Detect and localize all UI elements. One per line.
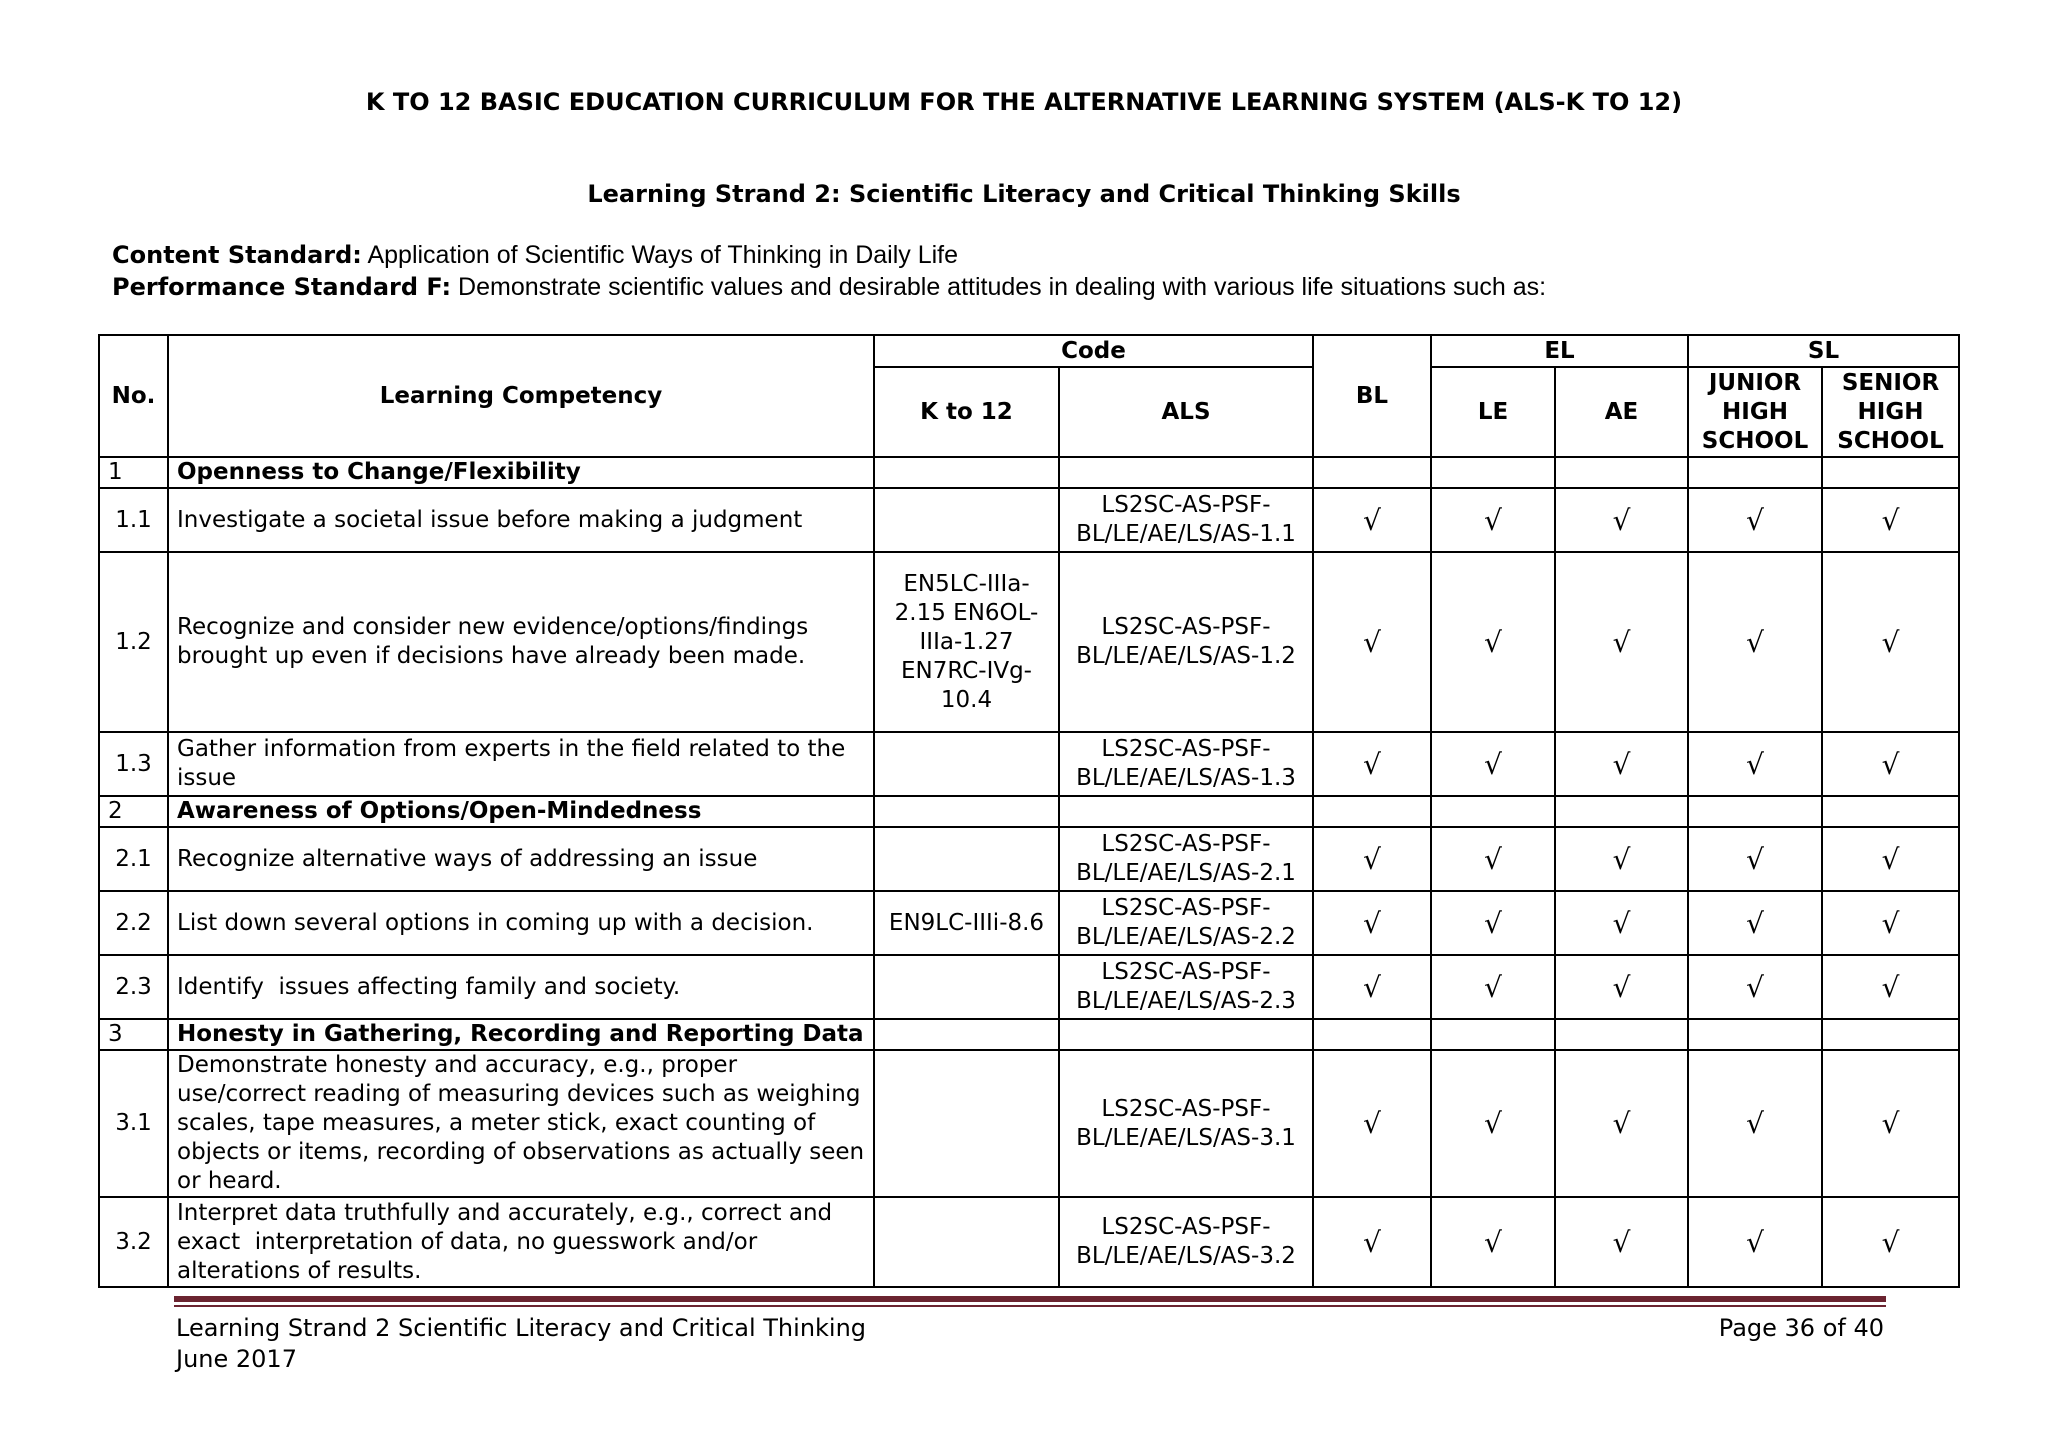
- check-bl: √: [1313, 955, 1431, 1019]
- check-ae: √: [1555, 732, 1688, 796]
- performance-standard-label: Performance Standard F:: [112, 273, 452, 301]
- check-le: √: [1431, 488, 1555, 552]
- section-row: [99, 1019, 1959, 1050]
- row-no: 3.2: [99, 1197, 168, 1287]
- check-ae: √: [1555, 1197, 1688, 1287]
- header-code: Code: [874, 335, 1313, 367]
- header-k12: K to 12: [874, 367, 1059, 457]
- row-no: 2.3: [99, 955, 168, 1019]
- check-shs: √: [1822, 488, 1959, 552]
- header-le: LE: [1431, 367, 1555, 457]
- check-le: √: [1431, 827, 1555, 891]
- check-shs: √: [1822, 732, 1959, 796]
- footer-divider-thin: [174, 1305, 1886, 1307]
- row-k12-code: [874, 1050, 1059, 1197]
- row-als-code: LS2SC-AS-PSF-BL/LE/AE/LS/AS-3.2: [1059, 1197, 1313, 1287]
- check-jhs: √: [1688, 732, 1822, 796]
- check-jhs: √: [1688, 552, 1822, 732]
- header-shs: SENIOR HIGH SCHOOL: [1822, 367, 1959, 457]
- row-competency: Gather information from experts in the field related to the issue: [168, 732, 874, 796]
- check-ae: √: [1555, 552, 1688, 732]
- table-row: [99, 732, 1959, 796]
- footer-info: [176, 1313, 866, 1375]
- check-shs: √: [1822, 955, 1959, 1019]
- check-shs: √: [1822, 1197, 1959, 1287]
- check-jhs: √: [1688, 1050, 1822, 1197]
- row-no: 2.1: [99, 827, 168, 891]
- footer-date: June 2017: [176, 1345, 297, 1373]
- row-competency: Demonstrate honesty and accuracy, e.g., proper use/correct reading of measuring devices such as weighing scales, tape measures, a meter stick, exact counting of objects or items, recording of observations as actually seen or heard.: [168, 1050, 874, 1197]
- check-le: √: [1431, 552, 1555, 732]
- row-no: 3.1: [99, 1050, 168, 1197]
- header-jhs: JUNIOR HIGH SCHOOL: [1688, 367, 1822, 457]
- check-bl: √: [1313, 827, 1431, 891]
- header-competency: Learning Competency: [168, 335, 874, 457]
- table-row: [99, 1050, 1959, 1197]
- section-no: 1: [99, 457, 168, 488]
- check-le: √: [1431, 1050, 1555, 1197]
- row-k12-code: [874, 827, 1059, 891]
- content-standard-label: Content Standard:: [112, 241, 362, 269]
- check-bl: √: [1313, 732, 1431, 796]
- footer-divider: [174, 1296, 1886, 1302]
- row-als-code: LS2SC-AS-PSF-BL/LE/AE/LS/AS-2.2: [1059, 891, 1313, 955]
- row-k12-code: [874, 488, 1059, 552]
- table-row: [99, 552, 1959, 732]
- section-title: Openness to Change/Flexibility: [168, 457, 874, 488]
- check-jhs: √: [1688, 1197, 1822, 1287]
- row-no: 1.2: [99, 552, 168, 732]
- table-row: [99, 1197, 1959, 1287]
- section-no: 2: [99, 796, 168, 827]
- row-k12-code: [874, 1197, 1059, 1287]
- row-competency: Investigate a societal issue before making a judgment: [168, 488, 874, 552]
- row-k12-code: EN5LC-IIIa-2.15 EN6OL-IIIa-1.27 EN7RC-IVg-10.4: [874, 552, 1059, 732]
- document-subtitle: Learning Strand 2: Scientific Literacy and Critical Thinking Skills: [587, 180, 1461, 208]
- header-sl: SL: [1688, 335, 1959, 367]
- section-title: Honesty in Gathering, Recording and Reporting Data: [168, 1019, 874, 1050]
- check-ae: √: [1555, 1050, 1688, 1197]
- competency-table: [98, 334, 1960, 1288]
- row-competency: Identify issues affecting family and society.: [168, 955, 874, 1019]
- check-shs: √: [1822, 1050, 1959, 1197]
- section-row: [99, 796, 1959, 827]
- table-row: [99, 488, 1959, 552]
- check-bl: √: [1313, 1050, 1431, 1197]
- check-shs: √: [1822, 552, 1959, 732]
- content-standard-value: Application of Scientific Ways of Thinking in Daily Life: [361, 241, 959, 269]
- check-bl: √: [1313, 552, 1431, 732]
- check-ae: √: [1555, 827, 1688, 891]
- check-ae: √: [1555, 891, 1688, 955]
- row-als-code: LS2SC-AS-PSF-BL/LE/AE/LS/AS-3.1: [1059, 1050, 1313, 1197]
- check-jhs: √: [1688, 955, 1822, 1019]
- check-le: √: [1431, 732, 1555, 796]
- table-row: [99, 891, 1959, 955]
- header-el: EL: [1431, 335, 1688, 367]
- row-no: 2.2: [99, 891, 168, 955]
- row-k12-code: EN9LC-IIIi-8.6: [874, 891, 1059, 955]
- row-competency: Recognize alternative ways of addressing an issue: [168, 827, 874, 891]
- check-jhs: √: [1688, 891, 1822, 955]
- row-als-code: LS2SC-AS-PSF-BL/LE/AE/LS/AS-2.1: [1059, 827, 1313, 891]
- row-no: 1.3: [99, 732, 168, 796]
- row-no: 1.1: [99, 488, 168, 552]
- check-ae: √: [1555, 955, 1688, 1019]
- check-shs: √: [1822, 827, 1959, 891]
- row-competency: Interpret data truthfully and accurately, e.g., correct and exact interpretation of data, no guesswork and/or alterations of results.: [168, 1197, 874, 1287]
- row-als-code: LS2SC-AS-PSF-BL/LE/AE/LS/AS-2.3: [1059, 955, 1313, 1019]
- check-bl: √: [1313, 1197, 1431, 1287]
- table-row: [99, 955, 1959, 1019]
- page-number: Page 36 of 40: [1718, 1314, 1884, 1342]
- check-bl: √: [1313, 488, 1431, 552]
- section-row: [99, 457, 1959, 488]
- row-als-code: LS2SC-AS-PSF-BL/LE/AE/LS/AS-1.3: [1059, 732, 1313, 796]
- check-le: √: [1431, 1197, 1555, 1287]
- header-als: ALS: [1059, 367, 1313, 457]
- check-jhs: √: [1688, 488, 1822, 552]
- footer-strand: Learning Strand 2 Scientific Literacy and Critical Thinking: [176, 1314, 867, 1342]
- header-no: No.: [99, 335, 168, 457]
- row-k12-code: [874, 732, 1059, 796]
- header-bl: BL: [1313, 335, 1431, 457]
- row-competency: Recognize and consider new evidence/options/findings brought up even if decisions have already been made.: [168, 552, 874, 732]
- content-standard: [112, 241, 958, 270]
- check-le: √: [1431, 891, 1555, 955]
- performance-standard-value: Demonstrate scientific values and desirable attitudes in dealing with various life situations such as:: [451, 273, 1547, 301]
- check-le: √: [1431, 955, 1555, 1019]
- check-ae: √: [1555, 488, 1688, 552]
- check-bl: √: [1313, 891, 1431, 955]
- row-als-code: LS2SC-AS-PSF-BL/LE/AE/LS/AS-1.1: [1059, 488, 1313, 552]
- document-title: K TO 12 BASIC EDUCATION CURRICULUM FOR THE ALTERNATIVE LEARNING SYSTEM (ALS-K TO 12): [365, 88, 1683, 116]
- table-row: [99, 827, 1959, 891]
- row-competency: List down several options in coming up with a decision.: [168, 891, 874, 955]
- section-title: Awareness of Options/Open-Mindedness: [168, 796, 874, 827]
- check-shs: √: [1822, 891, 1959, 955]
- section-no: 3: [99, 1019, 168, 1050]
- row-k12-code: [874, 955, 1059, 1019]
- check-jhs: √: [1688, 827, 1822, 891]
- header-ae: AE: [1555, 367, 1688, 457]
- performance-standard: [112, 273, 1546, 302]
- row-als-code: LS2SC-AS-PSF-BL/LE/AE/LS/AS-1.2: [1059, 552, 1313, 732]
